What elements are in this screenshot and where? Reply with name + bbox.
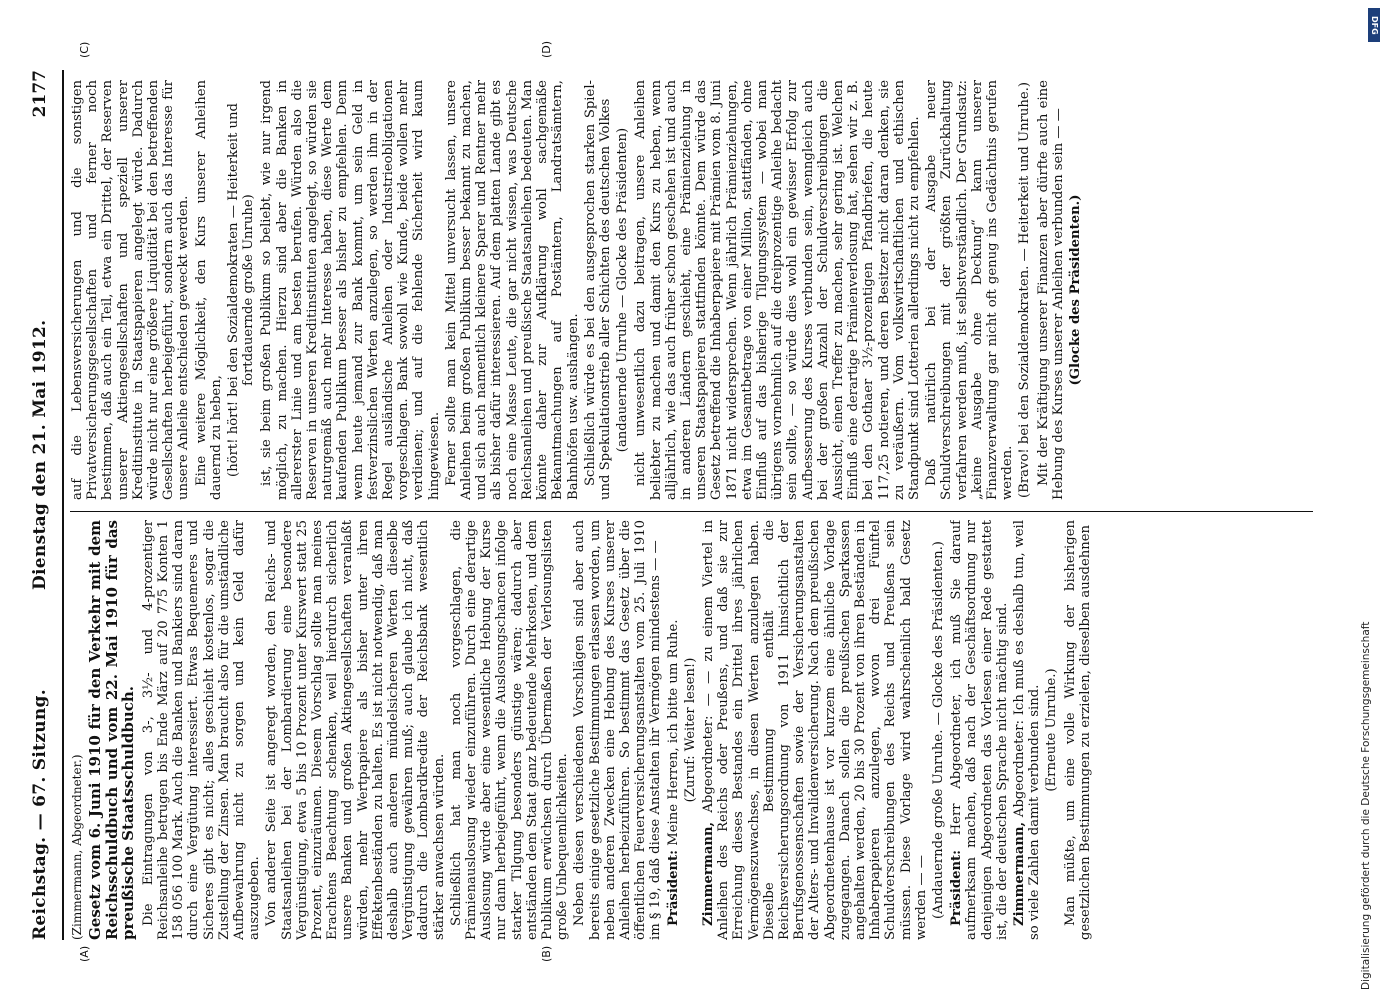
- interjection: (hört! hört! bei den Sozialdemokraten — Heiterkeit und fortdauernde große Unruhe): [226, 103, 257, 477]
- header-rule: [62, 70, 64, 940]
- interjection: (Bravo! bei den Sozialdemokraten. — Heiterkeit und Unruhe.): [1017, 82, 1033, 498]
- speaker-name: Zimmermann,: [701, 821, 717, 926]
- left-column: [70, 520, 1313, 940]
- paragraph: Neben diesen verschiedenen Vorschlägen sind aber auch bereits einige gesetzliche Bestimmungen erlassen worden, um neben anderen Zwecken eine Hebung des Kurses unserer Anleihen herbeizuführen. So bestimmt das Gesetz über die öffentlichen Feuerversicherungsanstalten vom 25. Juli 1910 im § 19, daß diese Anstalten ihr Vermögen mindestens — —: [572, 520, 664, 940]
- interjection: (andauernde Unruhe — Glocke des Präsidenten): [615, 127, 631, 453]
- paragraph: ist, sie beim großen Publikum so beliebt, wie nur irgend möglich, zu machen. Hierzu sind aber die Banken in allererster Linie und am besten berufen. Würden also die Reserven in unseren Kreditinstituten angelegt, so würden sie naturgemäß auch mehr Interesse haben, diese Werte dem kaufenden Publikum besser als bisher zu empfehlen. Denn wenn heute jemand zur Bank kommt, um sein Geld in festverzinslichen Werten anzulegen, so werden ihm in der Regel ausländische Anleihen oder Industrieobligationen vorgeschlagen. Bank sowohl wie Kunde, beide wollen mehr verdienen; und auf die fehlende Sicherheit wird kaum hingewiesen.: [259, 80, 442, 500]
- interjection: (Erneute Unruhe.): [1044, 668, 1060, 792]
- paragraph: Von anderer Seite ist angeregt worden, den Reichs- und Staatsanleihen bei der Lombardierung eine besondere Vergünstigung, etwa 5 bis 10 Prozent unter Kurswert statt 25 Prozent, einzuräumen. Diesem Vorschlag sollte man meines Erachtens Beachtung schenken, weil hierdurch sicherlich unsere Banken und großen Aktiengesellschaften veranlaßt würden, mehr Wertpapiere als bisher unter ihren Effektenbeständen zu halten. Es ist nicht notwendig, daß man deshalb auch anderen mündelsicheren Werten dieselbe Vergünstigung gewähren muß; auch glaube ich nicht, daß dadurch die Lombardkredite der Reichsbank wesentlich stärker anwachsen würden.: [264, 520, 447, 940]
- speech-president: [949, 520, 1010, 940]
- paragraph: Ferner sollte man kein Mittel unversucht lassen, unsere Anleihen beim großen Publikum besser bekannt zu machen, und sich auch namentlich kleinere Sparer und Rentner mehr als bisher dafür interessieren. Auf dem platten Lande gibt es noch eine Masse Leute, die gar nicht wissen, was Deutsche Reichsanleihen und preußische Staatsanleihen bedeuten. Man könnte daher zur Aufklärung wohl sachgemäße Bekanntmachungen auf Postämtern, Landratsämtern, Bahnhöfen usw. aushängen.: [443, 80, 581, 500]
- paragraph: Schließlich würde es bei den ausgesprochen starken Spiel- und Spekulationstrieb aller Schichten des deutschen Volkes: [582, 80, 613, 500]
- page-header: [22, 40, 62, 940]
- paragraph: Mit der Kräftigung unserer Finanzen aber dürfte auch eine Hebung des Kurses unserer Anleihen verbunden sein — —: [1035, 80, 1066, 500]
- speech-text: Meine Herren, ich bitte um Ruhe.: [665, 619, 681, 846]
- speech-zimmermann: [701, 520, 929, 940]
- header-date: Dienstag den 21. Mai 1912.: [30, 319, 50, 590]
- speaker-name: Zimmermann,: [1012, 821, 1028, 926]
- speaker-continuation: (Zimmermann, Abgeordneter.): [70, 754, 84, 940]
- credit-text: Digitalisierung gefördert durch die Deutsche Forschungsgemeinschaft: [1360, 621, 1372, 990]
- paragraph: auf die Lebensversicherungen und die sonstigen Privatversicherungsgesellschaften und ferner noch bestimmen, daß auch ein Teil, etwa ein Drittel, der Reserven unserer Aktiengesellschaften und speziell unserer Kreditinstitute in Staatspapieren angelegt würde. Dadurch würde nicht nur eine größere Liquidität bei den betreffenden Gesellschaften herbeigeführt, sondern auch das Interesse für unsere Anleihe entschieden geweckt werden.: [70, 80, 192, 500]
- speaker-name: Präsident:: [949, 849, 965, 926]
- page-number: 2177: [30, 70, 50, 118]
- speech-text: Abgeordneter: Ich muß es deshalb tun, weil so viele Zahlen damit verbunden sind.: [1012, 520, 1043, 940]
- speaker-name: Präsident:: [665, 849, 681, 926]
- interjection: (Glocke des Präsidenten.): [1068, 194, 1083, 386]
- dfg-logo: DFG: [1368, 8, 1380, 42]
- credit-strip: [1355, 10, 1377, 990]
- margin-marker-a: (A): [78, 945, 91, 962]
- header-title: Reichstag. — 67. Sitzung.: [30, 689, 50, 940]
- speech-text: Abgeordneter: — — zu einem Viertel in Anleihen des Reichs oder Preußens, und daß sie zur Erreichung dieses Bestandes ein Drittel ihres jährlichen Vermögenszuwachses, in diesen Werten anzulegen haben. Dieselbe Bestimmung enthält die Reichsversicherungsordnung von 1911 hinsichtlich der Berufsgenossenschaften sowie der Versicherungsanstalten der Alters- und Invalidenversicherung. Nach dem preußischen Abgeordnetenhause ist vor kurzem eine ähnliche Vorlage zugegangen. Danach sollen die preußischen Sparkassen angehalten werden, 20 bis 30 Prozent von ihren Beständen in Inhaberpapieren anzulegen, wovon drei Fünftel Schuldverschreibungen des Reichs und Preußens sein müssen. Diese Vorlage wird wahrscheinlich bald Gesetz werden — —: [701, 520, 929, 940]
- margin-marker-c: (C): [78, 41, 91, 58]
- law-heading: Gesetz vom 6. Juni 1910 für den Verkehr mit dem Reichsschuldbuch und vom 22. Mai 1910 für das preußische Staatsschuldbuch.: [86, 520, 138, 940]
- paragraph: Die Eintragungen von 3-, 3½- und 4-prozentiger Reichsanleihe betrugen bis Ende März auf 20 775 Konten 1 158 056 100 Mark. Auch die Banken und Bankiers sind daran durch eine Vergütung interessiert. Etwas Bequemeres und Sicheres gibt es nicht; alles geschieht kostenlos, sogar die Zustellung der Zinsen. Man braucht also für die umständliche Aufbewahrung nicht zu sorgen und kein Geld dafür auszugeben.: [140, 520, 263, 940]
- interjection: (Zuruf: Weiter lesen!): [682, 657, 698, 803]
- speech-president: [666, 520, 681, 940]
- paragraph: Man müßte, um eine volle Wirkung der bisherigen gesetzlichen Bestimmungen zu erzielen, dieselben ausdehnen: [1062, 520, 1093, 940]
- margin-marker-b: (B): [540, 945, 553, 962]
- interjection: (Andauernde große Unruhe. — Glocke des Präsidenten.): [931, 541, 947, 919]
- column-divider: [70, 511, 1313, 512]
- paragraph: Schließlich hat man noch vorgeschlagen, die Prämienauslosung wieder einzuführen. Durch eine derartige Auslosung würde aber eine wesentliche Hebung der Kurse nur dann herbeigeführt, wenn die Auslosungschancen infolge starker Tilgung besonders günstige wären; dadurch aber entständen dem Staat ganz bedeutende Mehrkosten, und dem Publikum erwüchsen durch Übermaßen der Verlosungslisten große Unbequemlichkeiten.: [448, 520, 571, 940]
- speech-text: Herr Abgeordneter, ich muß Sie darauf aufmerksam machen, daß nach der Geschäftsordnung nur denjenigen Abgeordneten das Vorlesen einer Rede gestattet ist, die der deutschen Sprache nicht mächtig sind.: [949, 520, 1010, 940]
- margin-marker-d: (D): [540, 40, 553, 58]
- paragraph: Daß natürlich bei der Ausgabe neuer Schuldverschreibungen mit der größten Zurückhaltung verfahren werden muß, ist selbstverständlich. Der Grundsatz: „keine Ausgabe ohne Deckung“ kann unserer Finanzverwaltung gar nicht oft genug ins Gedächtnis gerufen werden.: [924, 80, 1016, 500]
- right-column: [70, 80, 1313, 500]
- paragraph: Eine weitere Möglichkeit, den Kurs unserer Anleihen dauernd zu heben,: [193, 80, 224, 500]
- paragraph: nicht unwesentlich dazu beitragen, unsere Anleihen beliebter zu machen und damit den Kurs zu heben, wenn alljährlich, wie das auch früher schon geschehen ist und auch in anderen Ländern geschieht, eine Prämienziehung in unseren Staatspapieren stattfinden könnte. Dem würde das Gesetz betreffend die Inhaberpapiere mit Prämien vom 8. Juni 1871 nicht widersprechen. Wenn jährlich Prämienziehungen, etwa im Gesamtbetrage von einer Million, stattfänden, ohne Einfluß auf das bisherige Tilgungssystem — wobei man übrigens vornehmlich auf die dreiprozentige Anleihe bedacht sein sollte, — so würde dies wohl ein gewisser Erfolg zur Aufbesserung des Kurses verbunden sein, wenngleich auch bei der großen Anzahl der Schuldverschreibungen die Aussicht, einen Treffer zu machen, sehr gering ist. Welchen Einfluß eine derartige Prämienverlosung hat, sehen wir z. B. bei den Gothaer 3½-prozentigen Pfandbriefen, die heute 117,25 notieren, und deren Besitzer nicht daran denken, sie zu veräußern. Vom volkswirtschaftlichen und ethischen Standpunkt sind Lotterien allerdings nicht zu empfehlen.: [633, 80, 922, 500]
- speech-zimmermann: [1012, 520, 1042, 940]
